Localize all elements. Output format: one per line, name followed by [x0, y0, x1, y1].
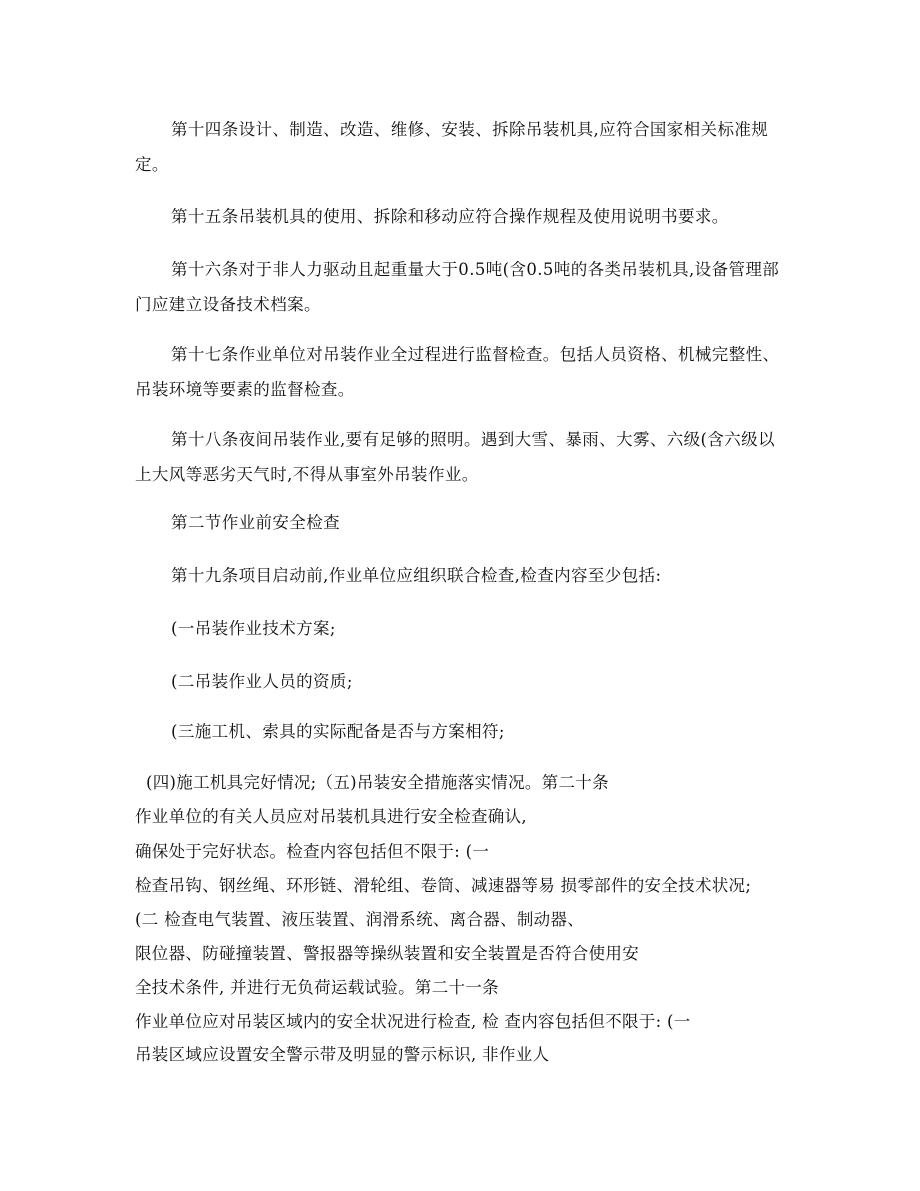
text-line: 限位器、防碰撞装置、警报器等操纵装置和安全装置是否符合使用安: [135, 944, 639, 963]
list-item: (二吊装作业人员的资质;: [171, 672, 353, 691]
list-item: (一吊装作业技术方案;: [171, 619, 336, 638]
article-17: 第十七条作业单位对吊装作业全过程进行监督检查。包括人员资格、机械完整性、吊装环境等要素的监督检查。: [135, 345, 780, 399]
text-line: 吊装区域应设置安全警示带及明显的警示标识, 非作业人: [135, 1045, 550, 1064]
article-14: 第十四条设计、制造、改造、维修、安装、拆除吊装机具,应符合国家相关标准规定。: [135, 120, 769, 174]
text-line: (四)施工机具完好情况;（五)吊装安全措施落实情况。第二十条: [146, 773, 609, 792]
section-heading: 第二节作业前安全检查: [171, 513, 340, 532]
text-line: 作业单位应对吊装区域内的安全状况进行检查, 检 查内容包括但不限于: (一: [135, 1012, 691, 1031]
article-15: 第十五条吊装机具的使用、拆除和移动应符合操作规程及使用说明书要求。: [171, 207, 729, 226]
article-19: 第十九条项目启动前,作业单位应组织联合检查,检查内容至少包括:: [171, 566, 662, 585]
text-line: (二 检查电气装置、液压装置、润滑系统、离合器、制动器、: [135, 910, 585, 929]
article-16: 第十六条对于非人力驱动且起重量大于0.5吨(含0.5吨的各类吊装机具,设备管理部门应建立设备技术档案。: [135, 260, 780, 314]
article-18: 第十八条夜间吊装作业,要有足够的照明。遇到大雪、暴雨、大雾、六级(含六级以上大风等恶劣天气时,不得从事室外吊装作业。: [135, 430, 775, 484]
list-item: (三施工机、索具的实际配备是否与方案相符;: [171, 722, 505, 741]
text-line: 作业单位的有关人员应对吊装机具进行安全检查确认,: [135, 807, 527, 826]
text-line: 确保处于完好状态。检查内容包括但不限于: (一: [135, 842, 490, 861]
text-line: 全技术条件, 并进行无负荷运载试验。第二十一条: [135, 978, 499, 997]
text-line: 检查吊钩、钢丝绳、环形链、滑轮组、卷筒、减速器等易 损零部件的安全技术状况;: [135, 876, 752, 895]
